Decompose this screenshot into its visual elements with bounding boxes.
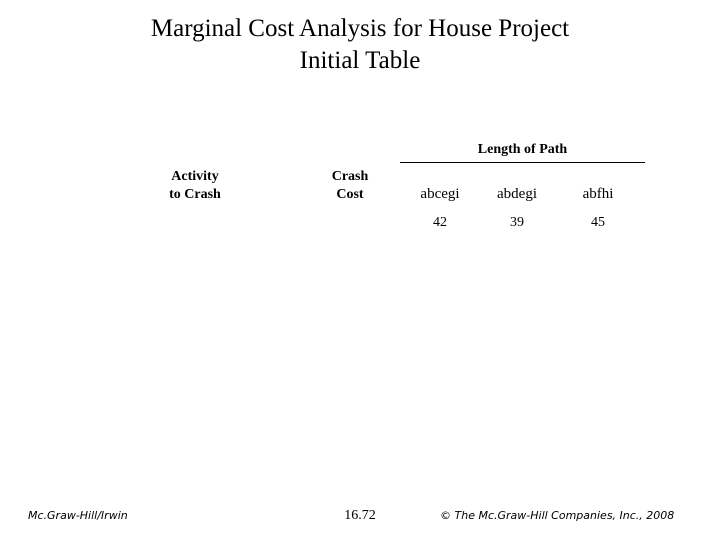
length-of-path-header: Length of Path: [400, 140, 645, 163]
slide-title: Marginal Cost Analysis for House Project: [150, 15, 570, 42]
path-length-abcegi: 42: [433, 215, 447, 230]
crash-cost-header: [305, 168, 395, 204]
copyright-notice: © The Mc.Graw-Hill Companies, Inc., 2008: [440, 509, 675, 522]
page-number: 16.72: [344, 508, 376, 523]
path-name-abcegi: abcegi: [420, 186, 460, 202]
activity-to-crash-header: [140, 168, 250, 204]
crash-cost-header-line-1: Crash: [331, 169, 369, 184]
publisher-label: Mc.Graw-Hill/Irwin: [28, 509, 128, 522]
activity-header-line-1: Activity: [171, 169, 219, 184]
slide-subtitle: Initial Table: [299, 47, 421, 74]
crash-cost-header-line-2: Cost: [336, 187, 364, 202]
path-length-abdegi: 39: [510, 215, 524, 230]
path-length-abfhi: 45: [591, 215, 605, 230]
path-name-abfhi: abfhi: [582, 186, 614, 202]
path-name-abdegi: abdegi: [497, 186, 537, 202]
activity-header-line-2: to Crash: [169, 187, 221, 202]
